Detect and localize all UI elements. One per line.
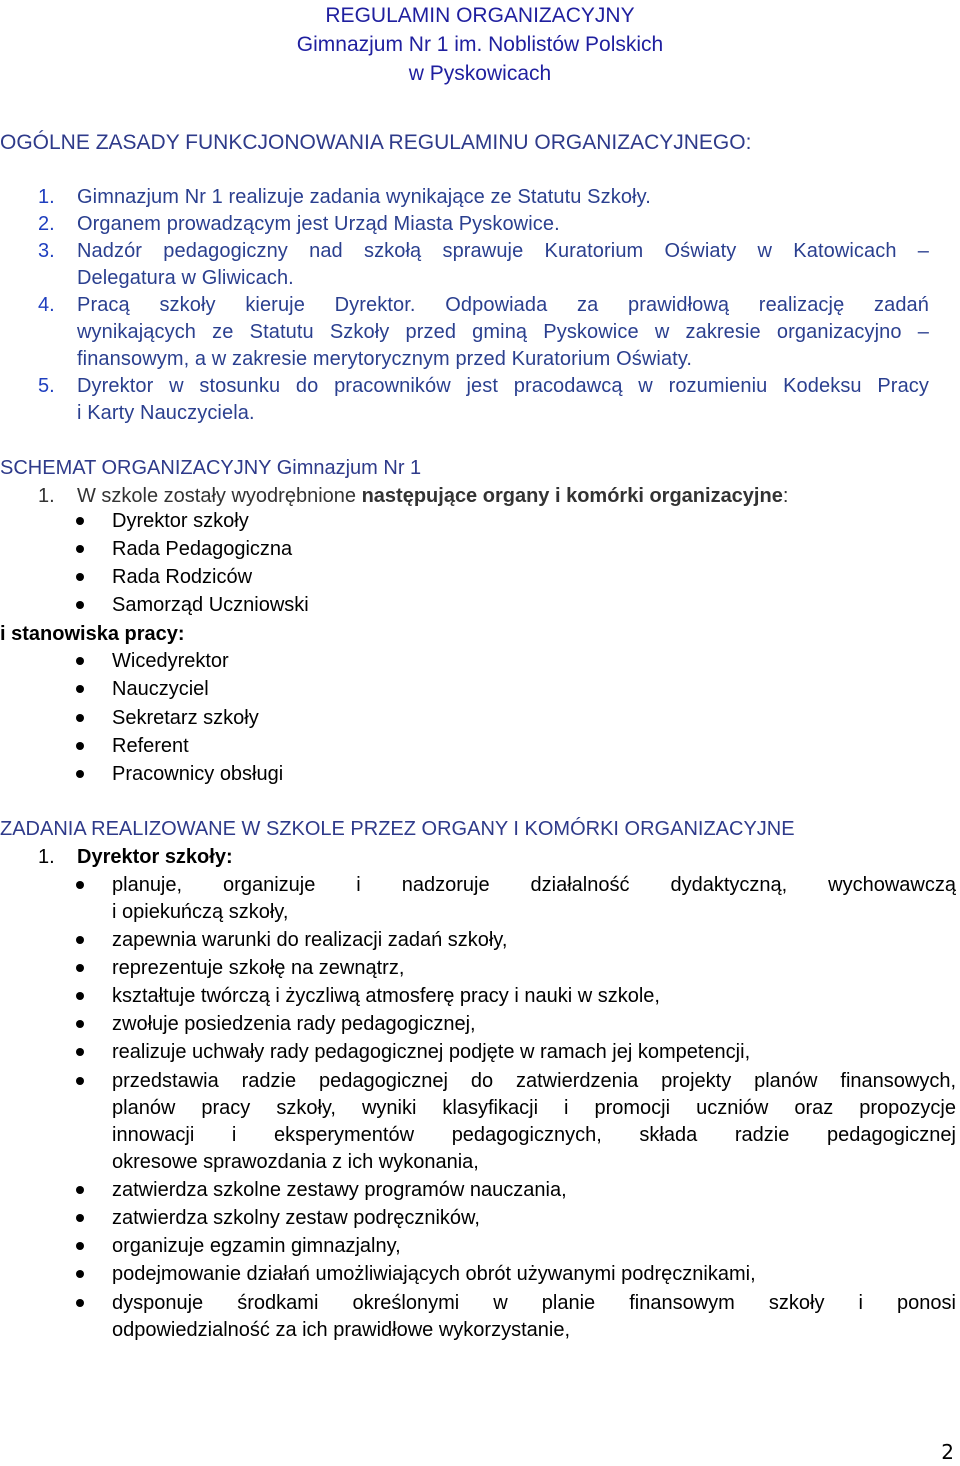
list-item: Wicedyrektor xyxy=(112,650,229,672)
list-item: zatwierdza szkolne zestawy programów nauczania, xyxy=(112,1179,567,1201)
bullet-icon xyxy=(76,657,84,665)
bullet-icon xyxy=(76,936,84,944)
schema-title: SCHEMAT ORGANIZACYJNY Gimnazjum Nr 1 xyxy=(0,457,422,479)
list-item: podejmowanie działań umożliwiających obrót używanymi podręcznikami, xyxy=(112,1263,756,1285)
bullet-icon xyxy=(76,1214,84,1222)
list-item-number: 1. xyxy=(38,186,55,208)
list-item: organizuje egzamin gimnazjalny, xyxy=(112,1235,401,1257)
list-item: planuje, organizuje i nadzoruje działalność dydaktyczną, wychowawczą xyxy=(112,874,956,896)
list-item: realizuje uchwały rady pedagogicznej podjęte w ramach jej kompetencji, xyxy=(112,1041,751,1063)
header-school-name: Gimnazjum Nr 1 im. Noblistów Polskich xyxy=(296,33,664,56)
bullet-icon xyxy=(76,545,84,553)
schema-intro-end: : xyxy=(782,485,789,507)
bullet-icon xyxy=(76,601,84,609)
list-item-number: 5. xyxy=(38,375,55,397)
list-item-number: 4. xyxy=(38,294,55,316)
list-item: zwołuje posiedzenia rady pedagogicznej, xyxy=(112,1013,476,1035)
list-item: Sekretarz szkoły xyxy=(112,707,259,729)
list-item: przedstawia radzie pedagogicznej do zatwierdzenia projekty planów finansowych, xyxy=(112,1070,956,1092)
bullet-icon xyxy=(76,770,84,778)
bullet-icon xyxy=(76,964,84,972)
list-item: Samorząd Uczniowski xyxy=(112,594,309,616)
list-item: i opiekuńczą szkoły, xyxy=(112,901,289,923)
list-item-text: wynikających ze Statutu Szkoły przed gminą Pyskowice w zakresie organizacyjno – xyxy=(77,321,929,343)
list-item-number: 3. xyxy=(38,240,55,262)
list-item-number: 2. xyxy=(38,213,55,235)
bullet-icon xyxy=(76,881,84,889)
list-item: okresowe sprawozdania z ich wykonania, xyxy=(112,1151,479,1173)
list-item-text: Dyrektor w stosunku do pracowników jest pracodawcą w rozumieniu Kodeksu Pracy xyxy=(77,375,929,397)
list-item: Referent xyxy=(112,735,189,757)
schema-item-number: 1. xyxy=(38,485,55,507)
list-item-text: Organem prowadzącym jest Urząd Miasta Pyskowice. xyxy=(77,213,560,235)
list-item: kształtuje twórczą i życzliwą atmosferę pracy i nauki w szkole, xyxy=(112,985,660,1007)
bullet-icon xyxy=(76,1020,84,1028)
schema-intro-bold: następujące organy i komórki organizacyjne xyxy=(361,485,783,507)
page-number: 2 xyxy=(941,1440,954,1464)
list-item: planów pracy szkoły, wyniki klasyfikacji i promocji uczniów oraz propozycje xyxy=(112,1097,956,1119)
bullet-icon xyxy=(76,685,84,693)
list-item: reprezentuje szkołę na zewnątrz, xyxy=(112,957,405,979)
bullet-icon xyxy=(76,573,84,581)
document-header xyxy=(0,1,960,88)
list-item: innowacji i eksperymentów pedagogicznych, składa radzie pedagogicznej xyxy=(112,1124,956,1146)
list-item: zapewnia warunki do realizacji zadań szkoły, xyxy=(112,929,508,951)
tasks-item-label: Dyrektor szkoły: xyxy=(77,846,233,868)
list-item: odpowiedzialność za ich prawidłowe wykorzystanie, xyxy=(112,1319,570,1341)
list-item-text: Pracą szkoły kieruje Dyrektor. Odpowiada za prawidłową realizację zadań xyxy=(77,294,929,316)
bullet-icon xyxy=(76,714,84,722)
schema-intro xyxy=(77,482,788,510)
bullet-icon xyxy=(76,517,84,525)
tasks-item-number: 1. xyxy=(38,846,55,868)
bullet-icon xyxy=(76,1270,84,1278)
header-title: REGULAMIN ORGANIZACYJNY xyxy=(325,4,635,27)
bullet-icon xyxy=(76,1242,84,1250)
list-item-text: i Karty Nauczyciela. xyxy=(77,402,255,424)
list-item: Pracownicy obsługi xyxy=(112,763,284,785)
list-item-text: finansowym, a w zakresie merytorycznym przed Kuratorium Oświaty. xyxy=(77,348,693,370)
bullet-icon xyxy=(76,1077,84,1085)
list-item-text: Nadzór pedagogiczny nad szkołą sprawuje Kuratorium Oświaty w Katowicach – xyxy=(77,240,929,262)
list-item: Dyrektor szkoły xyxy=(112,510,249,532)
bullet-icon xyxy=(76,1186,84,1194)
list-item: zatwierdza szkolny zestaw podręczników, xyxy=(112,1207,480,1229)
positions-label: i stanowiska pracy: xyxy=(0,623,185,645)
list-item: dysponuje środkami określonymi w planie finansowym szkoły i ponosi xyxy=(112,1292,956,1314)
list-item: Rada Pedagogiczna xyxy=(112,538,293,560)
list-item-text: Delegatura w Gliwicach. xyxy=(77,267,294,289)
tasks-title: ZADANIA REALIZOWANE W SZKOLE PRZEZ ORGANY I KOMÓRKI ORGANIZACYJNE xyxy=(0,818,795,840)
list-item: Nauczyciel xyxy=(112,678,209,700)
bullet-icon xyxy=(76,1048,84,1056)
general-rules-title: OGÓLNE ZASADY FUNKCJONOWANIA REGULAMINU ORGANIZACYJNEGO: xyxy=(0,131,752,154)
list-item-text: Gimnazjum Nr 1 realizuje zadania wynikające ze Statutu Szkoły. xyxy=(77,186,651,208)
header-city: w Pyskowicach xyxy=(408,62,552,85)
bullet-icon xyxy=(76,992,84,1000)
schema-intro-plain: W szkole zostały wyodrębnione xyxy=(77,485,362,507)
bullet-icon xyxy=(76,742,84,750)
bullet-icon xyxy=(76,1299,84,1307)
list-item: Rada Rodziców xyxy=(112,566,253,588)
